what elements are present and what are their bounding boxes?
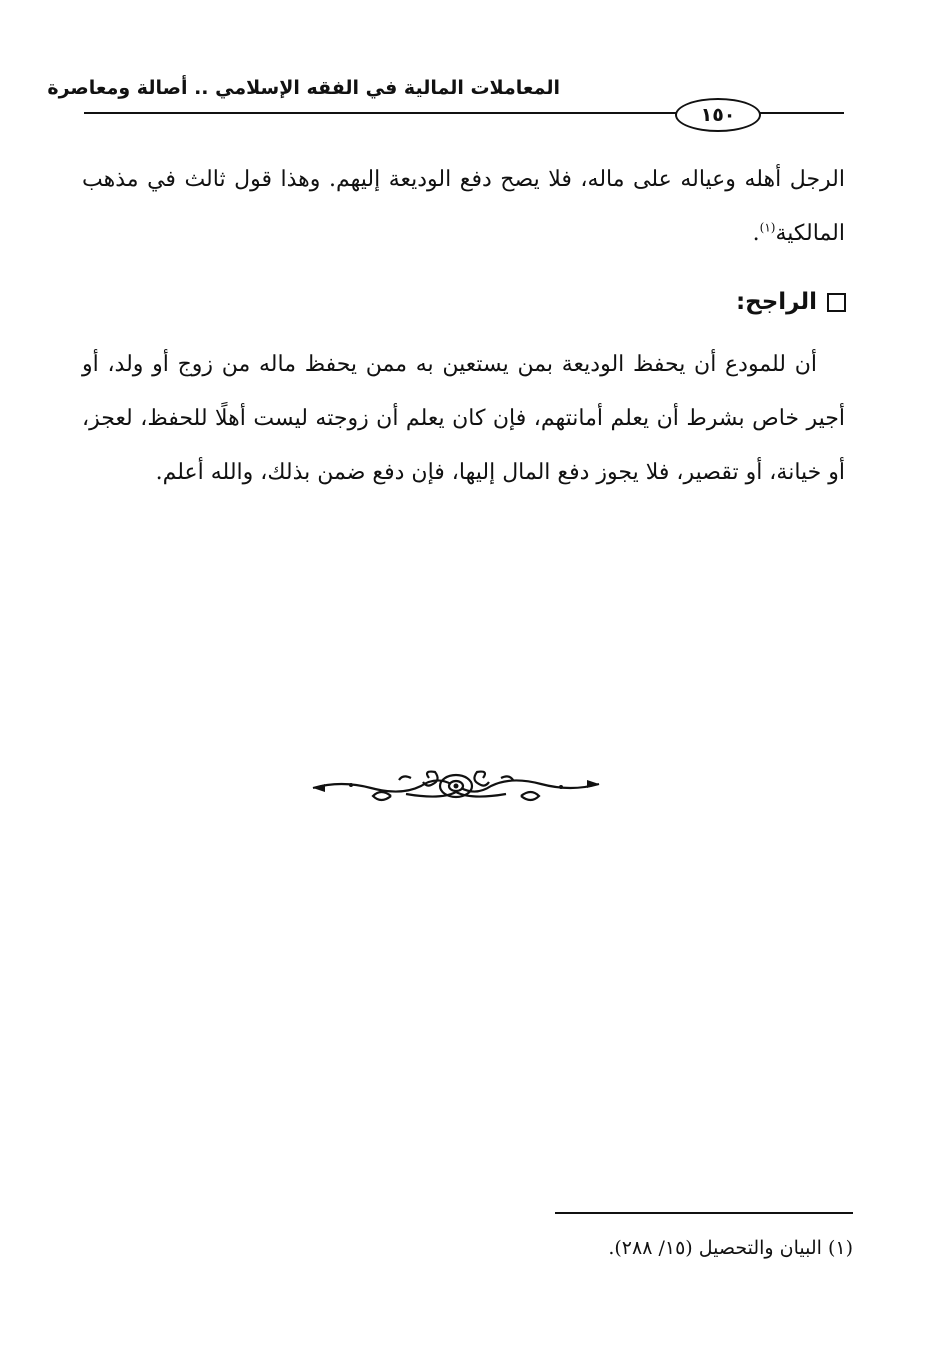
footnote: (١) البيان والتحصيل (١٥/ ٢٨٨). — [608, 1237, 853, 1259]
page-number: ١٥٠ — [675, 98, 761, 132]
footnote-rule — [555, 1212, 853, 1214]
paragraph-1-end: . — [752, 221, 760, 246]
section-heading — [500, 284, 846, 320]
footnote-reference[interactable]: (١) — [759, 220, 776, 235]
floral-ornament-divider-icon — [311, 766, 601, 806]
section-heading-text: الراجح: — [735, 289, 817, 315]
paragraph-continuation — [82, 153, 845, 261]
running-header-title: المعاملات المالية في الفقه الإسلامي .. أصالة ومعاصرة — [47, 77, 560, 99]
paragraph-preferred-opinion: أن للمودع أن يحفظ الوديعة بمن يستعين به ممن يحفظ ماله من زوج أو ولد، أو أجير خاص بشرط أن يعلم أمانتهم، فإن كان يعلم أن زوجته ليست أهلًا للحفظ، لعجز، أو خيانة، أو تقصير، فلا يجوز دفع المال إليها، فإن دفع ضمن بذلك، والله أعلم. — [82, 352, 845, 485]
paragraph-1-text: الرجل أهله وعياله على ماله، فلا يصح دفع الوديعة إليهم. وهذا قول ثالث في مذهب المالكية — [82, 167, 845, 246]
checkbox-square-icon — [827, 293, 846, 312]
